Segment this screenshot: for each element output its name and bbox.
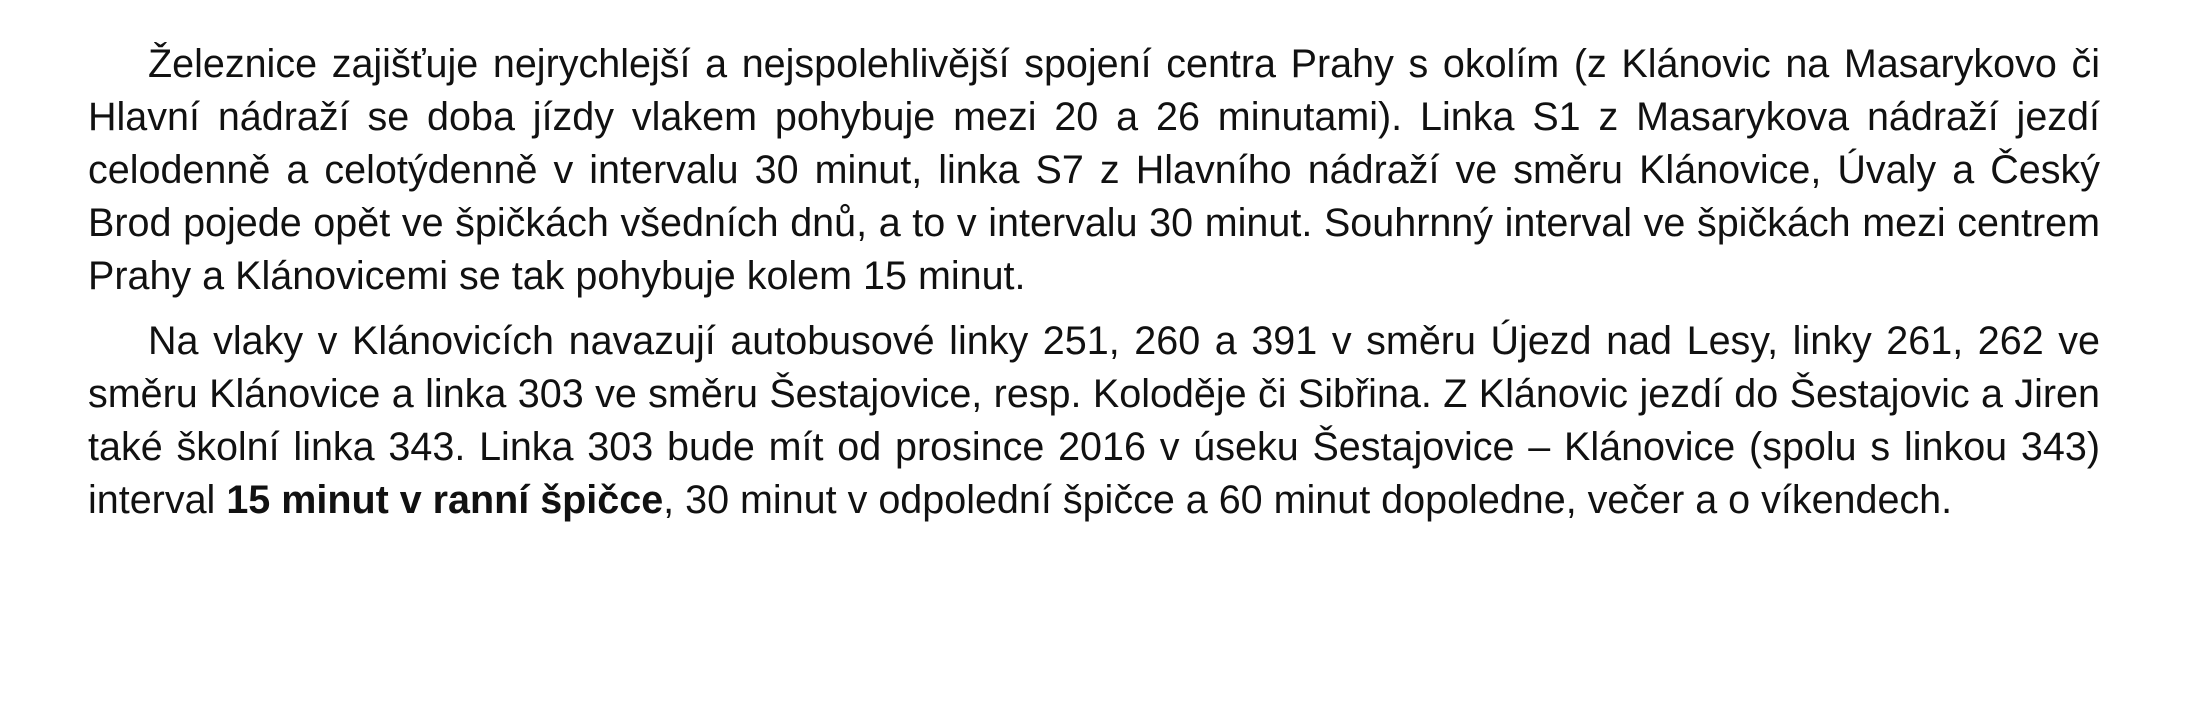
paragraph-railway <box>88 38 2100 303</box>
paragraph-railway-text: Železnice zajišťuje nejrychlejší a nejspolehlivější spojení centra Prahy s okolím (z Klánovic na Masarykovo či Hlavní nádraží se doba jízdy vlakem pohybuje mezi 20 a 26 minutami). Linka S1 z Masarykova nádraží jezdí celodenně a celotýdenně v intervalu 30 minut, linka S7 z Hlavního nádraží ve směru Klánovice, Úvaly a Český Brod pojede opět ve špičkách všedních dnů, a to v intervalu 30 minut. Souhrnný interval ve špičkách mezi centrem Prahy a Klánovicemi se tak pohybuje kolem 15 minut. <box>88 42 2100 298</box>
document-page <box>88 38 2100 527</box>
bold-interval-phrase: 15 minut v ranní špičce <box>226 478 664 522</box>
paragraph-bus-text-after: , 30 minut v odpolední špičce a 60 minut dopoledne, večer a o víkendech. <box>663 478 1953 522</box>
paragraph-bus-lines <box>88 315 2100 527</box>
paragraph-bus-text-before: Na vlaky v Klánovicích navazují autobusové linky 251, 260 a 391 v směru Újezd nad Lesy, linky 261, 262 ve směru Klánovice a linka 303 ve směru Šestajovice, resp. Koloděje či Sibřina. Z Klánovic jezdí do Šestajovic a Jiren také školní linka 343. Linka 303 bude mít od prosince 2016 v úseku Šestajovice – Klánovice (spolu s linkou 343) interval <box>88 319 2100 522</box>
